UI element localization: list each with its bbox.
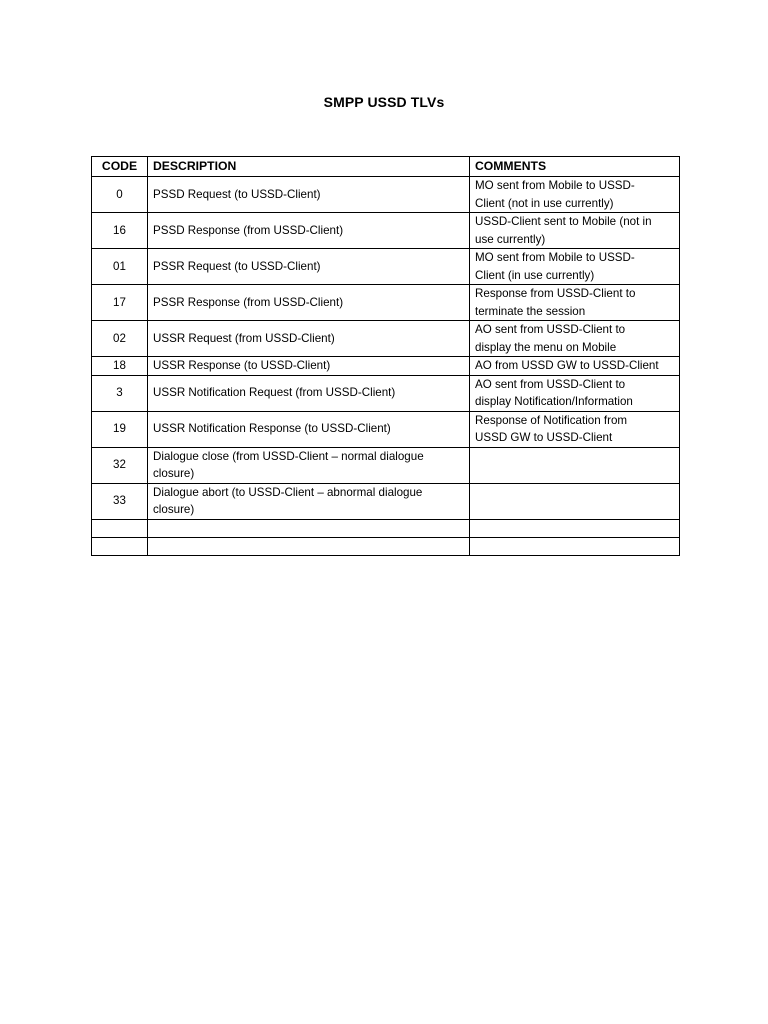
cell-comments-text: use currently) xyxy=(475,232,546,246)
cell-description xyxy=(148,483,470,519)
table-row xyxy=(92,285,680,321)
cell-comments-text: MO sent from Mobile to USSD- xyxy=(475,179,635,192)
table-row xyxy=(92,177,680,213)
cell-comments-text: Response from USSD-Client to xyxy=(475,287,636,300)
cell-comments xyxy=(470,249,680,285)
cell-description xyxy=(148,375,470,411)
cell-description-text: USSR Request (from USSD-Client) xyxy=(153,331,335,345)
cell-comments xyxy=(470,483,680,519)
cell-description-text: PSSR Request (to USSD-Client) xyxy=(153,259,321,273)
cell-description-text: USSR Response (to USSD-Client) xyxy=(153,359,331,372)
page-title: SMPP USSD TLVs xyxy=(323,94,445,110)
cell-description-text: closure) xyxy=(153,467,195,480)
tlv-table xyxy=(91,156,680,556)
header-comments: COMMENTS xyxy=(470,157,680,177)
cell-description-text: PSSD Response (from USSD-Client) xyxy=(153,223,344,237)
cell-code xyxy=(92,537,148,555)
cell-code: 16 xyxy=(92,213,148,249)
cell-comments-text: MO sent from Mobile to USSD- xyxy=(475,251,635,264)
cell-description-text: PSSR Response (from USSD-Client) xyxy=(153,295,344,309)
cell-comments xyxy=(470,213,680,249)
cell-comments-text: AO sent from USSD-Client to xyxy=(475,323,626,336)
cell-comments-text: USSD-Client sent to Mobile (not in xyxy=(475,215,652,228)
table-row xyxy=(92,213,680,249)
cell-comments-text: display the menu on Mobile xyxy=(475,340,617,354)
table-row xyxy=(92,537,680,555)
cell-comments-text: Client (in use currently) xyxy=(475,268,595,282)
cell-description-text: Dialogue abort (to USSD-Client – abnormal dialogue xyxy=(153,485,423,499)
cell-description-text: USSR Notification Response (to USSD-Client) xyxy=(153,422,391,436)
cell-comments-text: AO from USSD GW to USSD-Client xyxy=(475,359,659,372)
cell-description-text: closure) xyxy=(153,503,195,516)
cell-description xyxy=(148,537,470,555)
table-row xyxy=(92,375,680,411)
cell-comments xyxy=(470,285,680,321)
table-row xyxy=(92,249,680,285)
cell-code: 17 xyxy=(92,285,148,321)
header-code: CODE xyxy=(92,157,148,177)
cell-code: 19 xyxy=(92,411,148,447)
cell-comments xyxy=(470,375,680,411)
table-row xyxy=(92,411,680,447)
cell-description xyxy=(148,357,470,376)
table-row xyxy=(92,321,680,357)
cell-comments-text: USSD GW to USSD-Client xyxy=(475,431,613,444)
cell-comments-text: Response of Notification from xyxy=(475,413,628,427)
cell-description xyxy=(148,285,470,321)
cell-code: 18 xyxy=(92,357,148,376)
cell-code: 3 xyxy=(92,375,148,411)
cell-code: 33 xyxy=(92,483,148,519)
cell-description xyxy=(148,321,470,357)
cell-comments xyxy=(470,177,680,213)
table-row xyxy=(92,519,680,537)
cell-description xyxy=(148,249,470,285)
cell-comments xyxy=(470,519,680,537)
header-description: DESCRIPTION xyxy=(148,157,470,177)
cell-comments xyxy=(470,447,680,483)
cell-comments xyxy=(470,537,680,555)
cell-description xyxy=(148,177,470,213)
cell-comments xyxy=(470,321,680,357)
cell-description-text: Dialogue close (from USSD-Client – normal dialogue xyxy=(153,449,424,463)
cell-description xyxy=(148,519,470,537)
cell-code xyxy=(92,519,148,537)
cell-comments-text: terminate the session xyxy=(475,304,586,318)
cell-code: 0 xyxy=(92,177,148,213)
table-header-row xyxy=(92,157,680,177)
cell-description xyxy=(148,411,470,447)
cell-description-text: USSR Notification Request (from USSD-Client) xyxy=(153,386,396,400)
cell-comments-text: Client (not in use currently) xyxy=(475,196,614,210)
cell-code: 02 xyxy=(92,321,148,357)
table-row xyxy=(92,357,680,376)
table-row xyxy=(92,447,680,483)
cell-code: 32 xyxy=(92,447,148,483)
cell-comments xyxy=(470,357,680,376)
cell-description xyxy=(148,213,470,249)
cell-comments-text: AO sent from USSD-Client to xyxy=(475,377,626,391)
cell-comments-text: display Notification/Information xyxy=(475,395,633,408)
cell-description-text: PSSD Request (to USSD-Client) xyxy=(153,187,321,201)
table-row xyxy=(92,483,680,519)
cell-description xyxy=(148,447,470,483)
cell-comments xyxy=(470,411,680,447)
cell-code: 01 xyxy=(92,249,148,285)
